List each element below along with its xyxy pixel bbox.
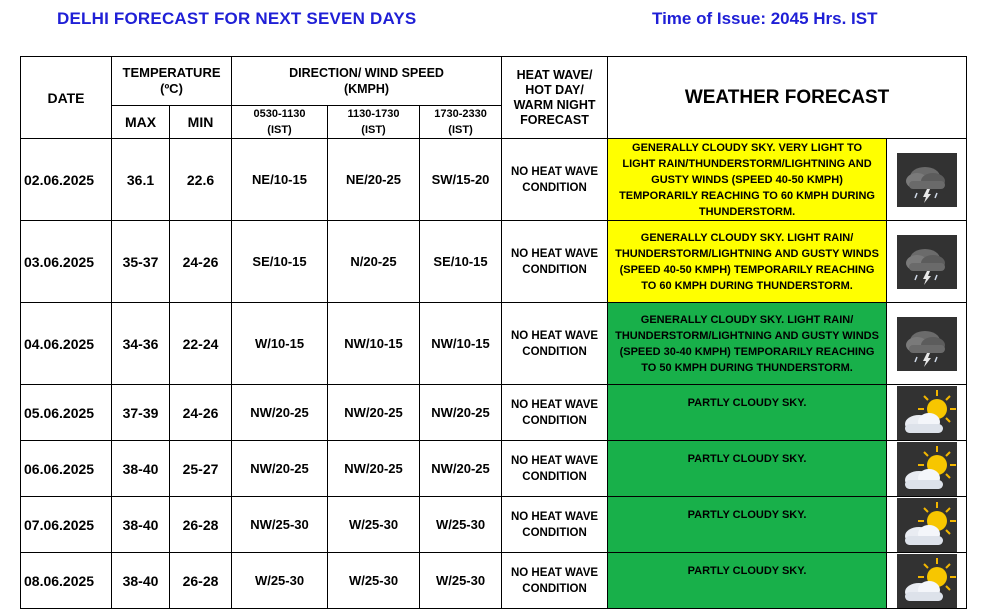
slot-time: 1730-2330 (434, 108, 487, 120)
heatwave-cell (502, 553, 608, 609)
wind-cell-afternoon: N/20-25 (328, 221, 420, 303)
forecast-text-cell: PARTLY CLOUDY SKY. (608, 385, 887, 441)
slot-header-evening (420, 106, 502, 139)
heatwave-line: CONDITION (522, 414, 587, 427)
heatwave-line: CONDITION (522, 263, 587, 276)
date-cell: 07.06.2025 (21, 497, 112, 553)
date-cell: 06.06.2025 (21, 441, 112, 497)
heatwave-line: CONDITION (522, 526, 587, 539)
wind-cell-evening: NW/20-25 (420, 385, 502, 441)
wind-cell-morning: NW/20-25 (232, 441, 328, 497)
heatwave-cell (502, 139, 608, 221)
forecast-text-cell: PARTLY CLOUDY SKY. (608, 497, 887, 553)
page-title: DELHI FORECAST FOR NEXT SEVEN DAYS (57, 9, 417, 28)
heatwave-line: NO HEAT WAVE (510, 566, 599, 579)
wind-header-label: DIRECTION/ WIND SPEED (289, 66, 444, 80)
min-temp-cell: 25-27 (170, 441, 232, 497)
heatwave-line: NO HEAT WAVE (510, 398, 599, 411)
date-cell: 02.06.2025 (21, 139, 112, 221)
heatwave-header (502, 57, 608, 139)
forecast-icon-cell (887, 303, 967, 385)
heatwave-cell (502, 221, 608, 303)
table-row (21, 139, 967, 221)
forecast-text-cell: GENERALLY CLOUDY SKY. LIGHT RAIN/ THUNDERSTORM/LIGHTNING AND GUSTY WINDS (SPEED 30-40 KMPH) TEMPORARILY REACHING TO 50 KMPH DURING THUNDERSTORM. (608, 303, 887, 385)
min-temp-cell: 22.6 (170, 139, 232, 221)
heatwave-cell (502, 497, 608, 553)
wind-cell-morning: W/25-30 (232, 553, 328, 609)
wind-cell-evening: W/25-30 (420, 497, 502, 553)
min-temp-cell: 24-26 (170, 385, 232, 441)
heatwave-cell (502, 441, 608, 497)
wind-cell-morning: SE/10-15 (232, 221, 328, 303)
wind-unit: (KMPH) (343, 82, 390, 96)
heatwave-line: NO HEAT WAVE (510, 329, 599, 342)
table-row (21, 497, 967, 553)
thunderstorm-icon (897, 153, 957, 207)
wind-cell-afternoon: NE/20-25 (328, 139, 420, 221)
temperature-unit: (ºC) (160, 81, 183, 96)
wind-cell-afternoon: NW/10-15 (328, 303, 420, 385)
wind-cell-afternoon: W/25-30 (328, 497, 420, 553)
forecast-icon-cell (887, 497, 967, 553)
heatwave-line: CONDITION (522, 582, 587, 595)
wind-cell-evening: NW/20-25 (420, 441, 502, 497)
heatwave-cell (502, 303, 608, 385)
slot-header-afternoon (328, 106, 420, 139)
forecast-icon-cell (887, 221, 967, 303)
forecast-icon-cell (887, 553, 967, 609)
min-temp-cell: 22-24 (170, 303, 232, 385)
max-temp-cell: 38-40 (112, 441, 170, 497)
wind-cell-evening: SE/10-15 (420, 221, 502, 303)
date-cell: 03.06.2025 (21, 221, 112, 303)
min-temp-cell: 24-26 (170, 221, 232, 303)
wind-cell-morning: NW/25-30 (232, 497, 328, 553)
heatwave-line: NO HEAT WAVE (510, 510, 599, 523)
slot-header-morning (232, 106, 328, 139)
forecast-text-cell: GENERALLY CLOUDY SKY. LIGHT RAIN/ THUNDERSTORM/LIGHTNING AND GUSTY WINDS (SPEED 40-50 KMPH) TEMPORARILY REACHING TO 60 KMPH DURING THUNDERSTORM. (608, 221, 887, 303)
thunderstorm-icon (897, 235, 957, 289)
partly-cloudy-icon (897, 442, 957, 496)
date-cell: 08.06.2025 (21, 553, 112, 609)
slot-time: 1130-1730 (347, 108, 400, 120)
wind-cell-evening: NW/10-15 (420, 303, 502, 385)
forecast-icon-cell (887, 385, 967, 441)
partly-cloudy-icon (897, 498, 957, 552)
wind-cell-morning: NW/20-25 (232, 385, 328, 441)
heatwave-header-line: WARM NIGHT (513, 97, 596, 112)
heatwave-header-line: HEAT WAVE/ (516, 67, 593, 82)
heatwave-header-line: FORECAST (520, 112, 589, 127)
forecast-rows (21, 139, 967, 609)
temperature-header-label: TEMPERATURE (122, 65, 221, 80)
max-temp-cell: 36.1 (112, 139, 170, 221)
max-temp-cell: 35-37 (112, 221, 170, 303)
heatwave-line: NO HEAT WAVE (510, 247, 599, 260)
max-temp-cell: 38-40 (112, 553, 170, 609)
wind-cell-morning: W/10-15 (232, 303, 328, 385)
heatwave-line: CONDITION (522, 345, 587, 358)
heatwave-line: NO HEAT WAVE (510, 454, 599, 467)
partly-cloudy-icon (897, 554, 957, 608)
heatwave-line: CONDITION (522, 470, 587, 483)
forecast-text-cell: PARTLY CLOUDY SKY. (608, 441, 887, 497)
heatwave-line: NO HEAT WAVE (510, 165, 599, 178)
heatwave-line: CONDITION (522, 181, 587, 194)
date-header: DATE (21, 57, 112, 139)
max-temp-cell: 34-36 (112, 303, 170, 385)
wind-cell-afternoon: NW/20-25 (328, 385, 420, 441)
min-temp-cell: 26-28 (170, 553, 232, 609)
heatwave-header-line: HOT DAY/ (525, 82, 584, 97)
date-cell: 05.06.2025 (21, 385, 112, 441)
forecast-text-cell: GENERALLY CLOUDY SKY. VERY LIGHT TO LIGHT RAIN/THUNDERSTORM/LIGHTNING AND GUSTY WINDS (SPEED 40-50 KMPH) TEMPORARILY REACHING TO 60 KMPH DURING THUNDERSTORM. (608, 139, 887, 221)
table-row (21, 221, 967, 303)
forecast-icon-cell (887, 441, 967, 497)
slot-time: 0530-1130 (253, 108, 306, 120)
table-row (21, 553, 967, 609)
slot-zone: (IST) (267, 124, 292, 136)
table-row (21, 303, 967, 385)
wind-cell-morning: NE/10-15 (232, 139, 328, 221)
min-temp-cell: 26-28 (170, 497, 232, 553)
forecast-table (20, 56, 967, 609)
partly-cloudy-icon (897, 386, 957, 440)
date-cell: 04.06.2025 (21, 303, 112, 385)
thunderstorm-icon (897, 317, 957, 371)
table-row (21, 385, 967, 441)
forecast-icon-cell (887, 139, 967, 221)
wind-cell-evening: W/25-30 (420, 553, 502, 609)
max-temp-cell: 37-39 (112, 385, 170, 441)
slot-zone: (IST) (361, 124, 386, 136)
max-temp-cell: 38-40 (112, 497, 170, 553)
wind-cell-afternoon: NW/20-25 (328, 441, 420, 497)
weather-forecast-header: WEATHER FORECAST (608, 57, 967, 139)
wind-cell-evening: SW/15-20 (420, 139, 502, 221)
slot-zone: (IST) (448, 124, 473, 136)
temperature-header (112, 57, 232, 106)
min-header: MIN (170, 106, 232, 139)
heatwave-cell (502, 385, 608, 441)
forecast-text-cell: PARTLY CLOUDY SKY. (608, 553, 887, 609)
max-header: MAX (112, 106, 170, 139)
issue-time: Time of Issue: 2045 Hrs. IST (652, 9, 878, 28)
table-row (21, 441, 967, 497)
wind-cell-afternoon: W/25-30 (328, 553, 420, 609)
wind-header (232, 57, 502, 106)
